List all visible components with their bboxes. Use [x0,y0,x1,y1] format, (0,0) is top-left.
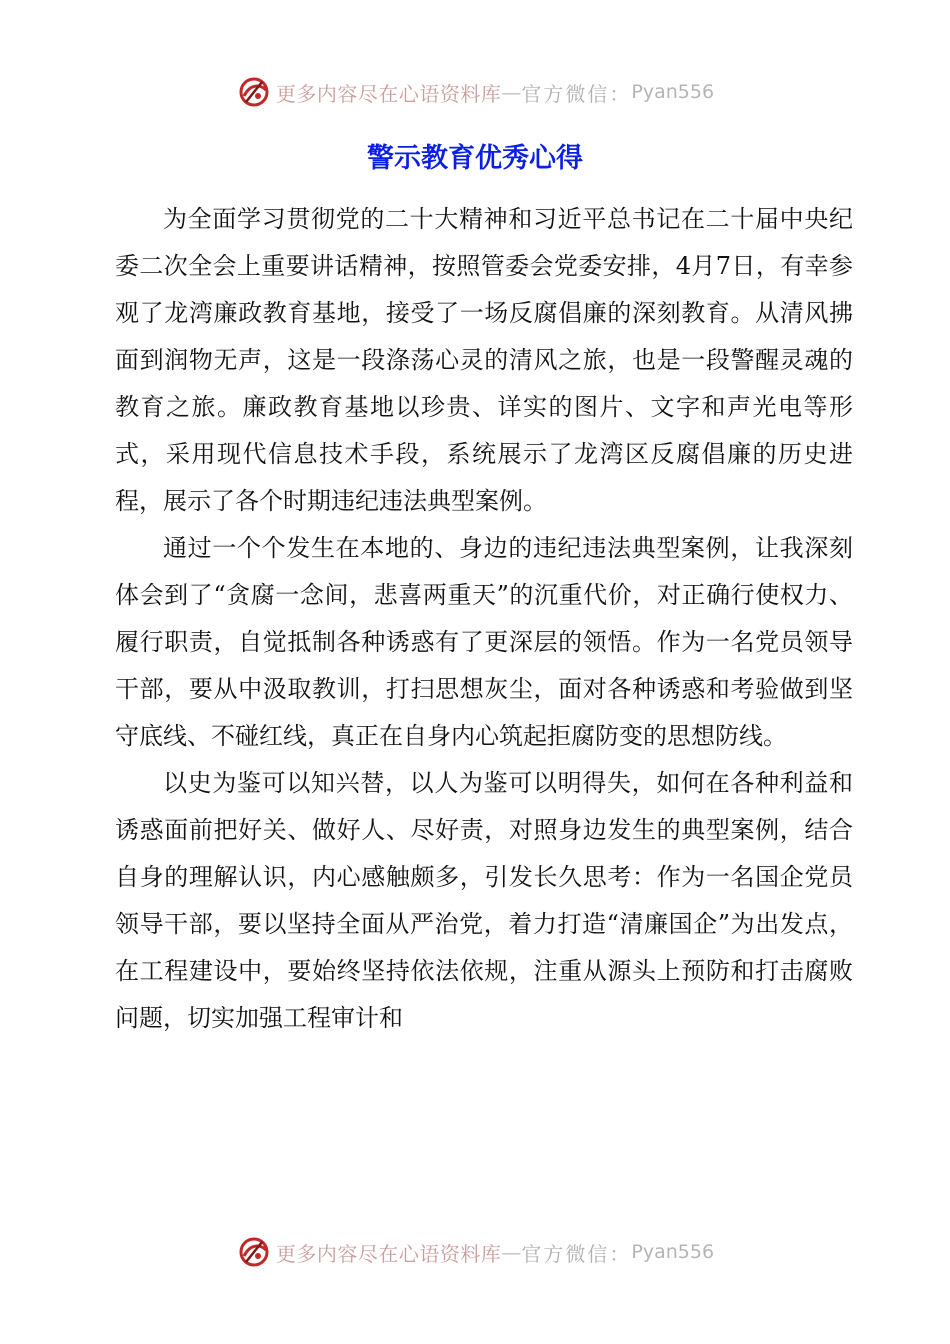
paragraph-1: 为全面学习贯彻党的二十大精神和习近平总书记在二十届中央纪委二次全会上重要讲话精神，按照管委会党委安排，4月7日，有幸参观了龙湾廉政教育基地，接受了一场反腐倡廉的深刻教育。从清风拂面到润物无声，这是一段涤荡心灵的清风之旅，也是一段警醒灵魂的教育之旅。廉政教育基地以珍贵、详实的图片、文字和声光电等形式，采用现代信息技术手段，系统展示了龙湾区反腐倡廉的历史进程，展示了各个时期违纪违法典型案例。 [115,205,853,515]
watermark-wechat-id: Pyan556 [631,1241,715,1263]
document-title: 警示教育优秀心得 [367,143,583,174]
watermark-dash: — [501,80,522,104]
paragraph-3: 以史为鉴可以知兴替，以人为鉴可以明得失，如何在各种利益和诱惑面前把好关、做好人、尽好责，对照身边发生的典型案例，结合自身的理解认识，内心感触颇多，引发长久思考：作为一名国企党员领导干部，要以坚持全面从严治党，着力打造“清廉国企”为出发点，在工程建设中，要始终坚持依法依规，注重从源头上预防和打击腐败问题，切实加强工程审计和 [115,769,853,1032]
document-body [115,196,853,1042]
watermark-wechat-label: 官方微信： [521,1241,632,1266]
red-swirl-logo-icon [236,1234,272,1270]
watermark-wechat-id: Pyan556 [631,81,715,103]
red-swirl-logo-icon [236,74,272,110]
watermark-footer [0,1232,950,1272]
paragraph-2: 通过一个个发生在本地的、身边的违纪违法典型案例，让我深刻体会到了“贪腐一念间，悲喜两重天”的沉重代价，对正确行使权力、履行职责，自觉抵制各种诱惑有了更深层的领悟。作为一名党员领导干部，要从中汲取教训，打扫思想灰尘，面对各种诱惑和考验做到坚守底线、不碰红线，真正在自身内心筑起拒腐防变的思想防线。 [115,534,853,750]
watermark-wechat-label: 官方微信： [521,81,632,106]
watermark-dash: — [501,1240,522,1264]
watermark-text: 更多内容尽在心语资料库 [275,81,502,106]
watermark-text: 更多内容尽在心语资料库 [275,1241,502,1266]
watermark-header [0,72,950,112]
